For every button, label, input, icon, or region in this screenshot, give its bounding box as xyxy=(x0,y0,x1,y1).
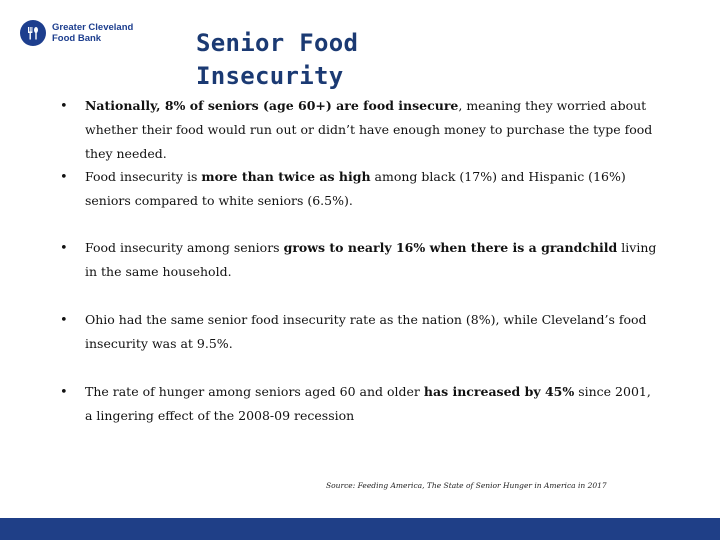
bullet-2-post: among black (17%) and Hispanic (16%) seniors compared to white seniors (6.5%). xyxy=(85,169,626,208)
bullet-dot: • xyxy=(60,241,68,256)
bullet-3-bold: grows to nearly 16% when there is a grandchild xyxy=(283,240,618,255)
logo xyxy=(20,20,133,46)
page-title xyxy=(196,27,358,93)
logo-line-1: Greater Cleveland xyxy=(52,22,134,33)
bullet-2-pre: Food insecurity is xyxy=(85,169,202,184)
bullet-2-bold: more than twice as high xyxy=(201,169,371,184)
source-citation: Source: Feeding America, The State of Senior Hunger in America in 2017 xyxy=(326,481,607,490)
bullet-5-post: since 2001, a lingering effect of the 2008-09 recession xyxy=(85,384,651,423)
logo-line-2: Food Bank xyxy=(52,33,102,44)
bullet-dot: • xyxy=(60,99,68,114)
bullet-item-2 xyxy=(60,165,660,213)
bullet-5-pre: The rate of hunger among seniors aged 60 and older xyxy=(85,384,424,399)
bullet-4-text: Ohio had the same senior food insecurity rate as the nation (8%), while Cleveland’s food insecurity was at 9.5%. xyxy=(85,312,647,351)
bullet-item-1 xyxy=(60,94,660,166)
bullet-dot: • xyxy=(60,170,68,185)
bullet-dot: • xyxy=(60,385,68,400)
bullet-3-pre: Food insecurity among seniors xyxy=(85,240,284,255)
fork-spoon-icon xyxy=(20,20,46,46)
bullet-item-3 xyxy=(60,236,660,284)
bullet-item-5 xyxy=(60,380,660,428)
bullet-1-bold: Nationally, 8% of seniors (age 60+) are food insecure xyxy=(85,98,459,113)
title-line-2: Insecurity xyxy=(196,62,344,90)
bottom-bar xyxy=(0,518,720,540)
bullet-5-bold: has increased by 45% xyxy=(423,384,575,399)
bullet-3-post: living in the same household. xyxy=(85,240,657,279)
bullet-1-post: , meaning they worried about whether their food would run out or didn’t have enough money to purchase the type food they needed. xyxy=(85,98,653,161)
logo-text xyxy=(52,22,133,44)
bullet-item-4 xyxy=(60,308,660,356)
bullet-dot: • xyxy=(60,313,68,328)
title-line-1: Senior Food xyxy=(196,29,359,57)
